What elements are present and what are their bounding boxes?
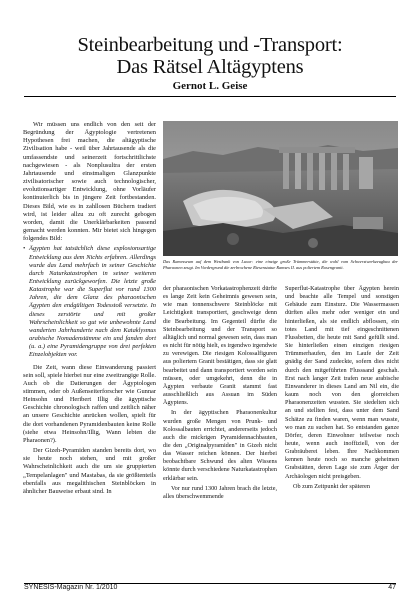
paragraph: Vor nur rund 1300 Jahren brach die letzte, alles überschwemmende xyxy=(163,484,277,500)
paragraph: Ob zum Zeitpunkt der späteren xyxy=(293,482,370,490)
paragraph: der pharaonischen Vorkatastrophenzeit dürfte es lange Zeit kein Geheimnis gewesen sein, wie man tonnenschwere Steinblöcke mit Leichtigkeit transportiert, geschweige denn die Bearbeitung. Im Gegenteil dürfte die Steinbearbeitung und der Transport so alltäglich und normal gewesen sein, dass man es nicht für nötig hielt, es irgendwo irgendwie zu verewigen. Die riesigen Kolossalfiguren aus poliertem Granit bestätigen, dass sie glatt bearbeitet und dann transportiert worden sein müssen, oder umgekehrt, denn die in Ägypten verbaute Granit stammt fast ausschließlich aus Assuan im Süden Ägyptens. xyxy=(163,285,277,407)
header-divider xyxy=(24,96,396,97)
paragraph: Wir müssen uns endlich von den seit der Begründung der Ägyptologie vertretenen Hypothesen frei machen, die altägyptische Zivilisation habe - weil über Jahrtausende als die umfassendste und seinerzeit fortschrittlichste nachgewiesen - als Nonplusultra der ersten Jahrtausende und einstmaligen Glanzpunkte zivilisatorischer sowie auch technologischer, evolutionsartiger Entwicklung, ohne Vorläufer kontinuierlich bis in jüngere Zeit fortbestanden. Dieses Bild, wie es in zahllosen Büchern tradiert wird, ist leider allzu zu oft zurecht gebogen worden, damit die Unerklärbarkeiten passend gemacht werden konnten. Mir bietet sich hingegen folgendes Bild: xyxy=(23,121,156,243)
bullet-icon: • xyxy=(23,245,26,253)
paragraph: In der ägyptischen Pharaonenkultur wurden große Mengen von Prunk- und Kolossalbauten errichtet, andererseits jedoch auch die mickrigen Pyramidennachbauten, die den „Originalpyramiden" in Gizeh nicht das Wasser reichen können. Der hierbei beobachtbare Schwund des alten Wissens könnte durch verschiedene Naturkatastrophen erklärbar sein. xyxy=(163,409,277,482)
text-column-3 xyxy=(285,285,399,493)
article-title xyxy=(0,34,420,78)
paragraph: Superflut-Katastrophe über Ägypten herein und beachte alle Tempel und sonstigen Gebäude zum Einsturz. Die Wassermassen dürften alles mehr oder weniger ein und hinterließen, als sie endlich abflossen, ein totes Land mit tief eingeschnittenen Flussbetten, die heute mit Sand gefüllt sind. Sie hinterließen einen einzigen riesigen Trümmerhaufen, den im Laufe der Zeit gnädig der Sand zudeckte, sofern dies nicht durch den mitgeführten Flusssand geschah. Erst nach langer Zeit trafen neue arabische Einwanderer in dieses Land am Nil ein, die kaum noch von den glorreichen Pharaonenzeiten wussten. Sie siedelten sich an und stellten fest, dass unter dem Sand Schätze zu finden waren, wenn man wusste, wo man zu suchen hat. So entstanden ganze Dörfer, deren Einwohner teilweise noch heute, wenn auch inoffiziell, von der Grabräuberei leben. Ihre Nachkommen kennen heute noch so manche geheimen Grabstätten, deren Lage sie zum Ärger der Archäologen nicht preisgeben. xyxy=(285,285,399,480)
title-line-1: Steinbearbeitung und -Transport: xyxy=(77,34,343,56)
magazine-issue: SYNESIS-Magazin Nr. 1/2010 xyxy=(24,584,118,591)
paragraph: Die Zeit, wann diese Einwanderung passiert sein soll, spiele hierbei nur eine zweitrangige Rolle. Auch ob die Datierungen der Ägyptologen stimmen, oder ob Außenseiterforscher wie Gunnar Heinsohn und Heribert Illig die ägyptische Geschichte chronologisch raffen und zeitlich näher an unsere Geschichte anrücken wollen, spielt für die dort vorhandenen Pyramidenbauten keine Rolle (siehe etwa Heinsohn/Illig, Wann lebten die Pharaonen?). xyxy=(23,363,156,444)
photo-caption: Das Ramesseum auf dem Westbank von Luxor: eine einzige große Trümmerstätte, die wohl vom Schwerstwerkzeugbau der Pharaonen zeugt. Im Vordergrund die zerbrochene Riesenstatue Ramses II. aus poliertem Rosengranit. xyxy=(163,259,398,270)
quote-block xyxy=(23,245,156,359)
ruins-photo xyxy=(163,121,398,256)
text-column-2 xyxy=(163,285,277,503)
paragraph: Der Gizeh-Pyramiden standen bereits dort, wo sie heute noch stehen, und mit großer Wahrscheinlichkeit auch die um sie gruppierten „Tempelanlagen" und Mastabas, da sie größtenteils ebenfalls aus megalithischen Steinblöcken in ähnlicher Bauweise erbaut sind. In xyxy=(23,447,156,495)
text-column-1 xyxy=(23,121,156,498)
author-name: Gernot L. Geise xyxy=(172,80,248,92)
page-number: 47 xyxy=(388,584,396,591)
title-line-2: Das Rätsel Altägyptens xyxy=(116,56,304,78)
quote-text: Ägypten hat tatsächlich diese explosionsartige Entwicklung aus dem Nichts erfahren. Allerdings wurde das Land mehrfach in seiner Geschichte durch Naturkatastrophen in seiner weiteren Entwicklung zurückgeworfen. Die letzte große Katastrophe war die Superflut vor rund 1300 Jahren, die dem Glanz des pharaonischen Ägypten den endgültigen Todesstoß versetzte. In dieses zerstörte und mit großer Wahrscheinlichkeit so gut wie unbewohnte Land wanderten Jahrhunderte nach dem Kataklysmus arabische Nomadenstämme ein und fanden dort (u. a.) eine Pyramidengruppe von drei perfekten Einzelobjekten vor. xyxy=(29,245,156,359)
